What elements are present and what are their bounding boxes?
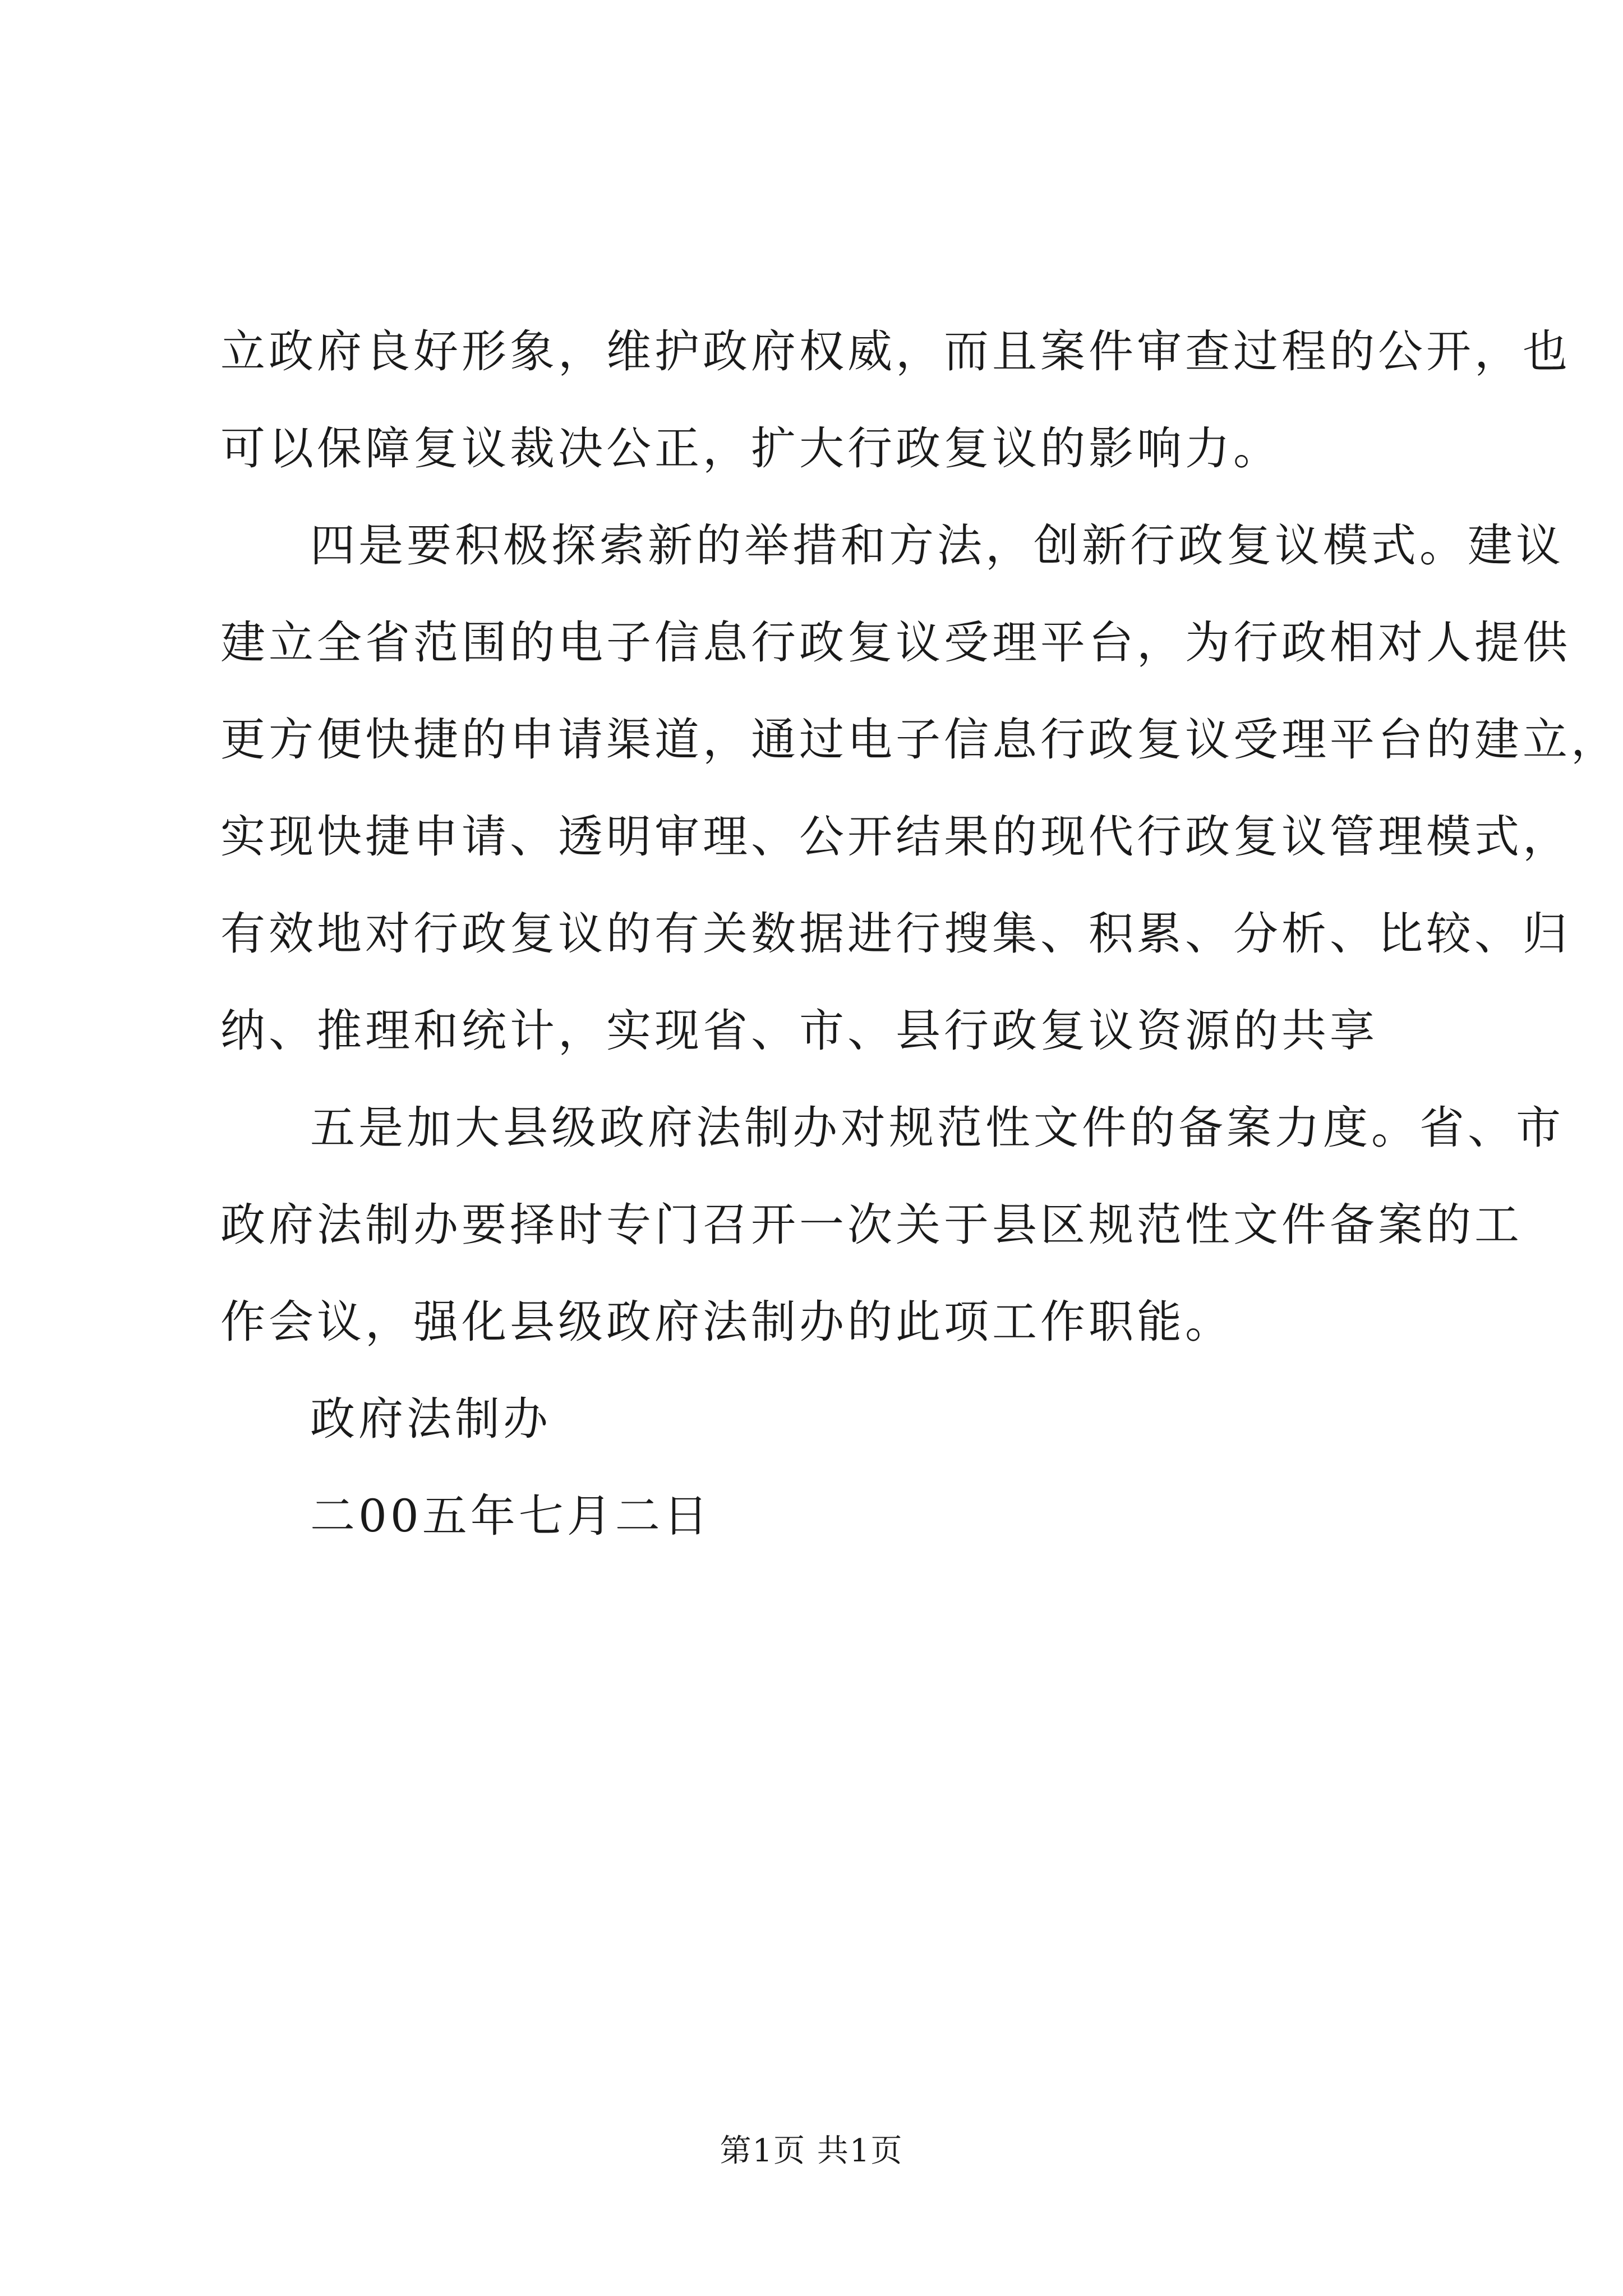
signature-date: 二00五年七月二日: [310, 1490, 712, 1542]
page-number-footer: 第1页 共1页: [720, 2133, 903, 2169]
paragraph-3-line-1: 五是加大县级政府法制办对规范性文件的备案力度。省、市: [310, 1102, 1564, 1154]
signature-organization: 政府法制办: [310, 1393, 551, 1445]
document-body: [220, 303, 1619, 1565]
paragraph-2-line-5: 有效地对行政复议的有关数据进行搜集、积累、分析、比较、归: [220, 908, 1571, 960]
paragraph-3-line-3: 作会议，强化县级政府法制办的此项工作职能。: [220, 1296, 1233, 1348]
paragraph-2-line-2: 建立全省范围的电子信息行政复议受理平台，为行政相对人提供: [220, 616, 1571, 669]
paragraph-2-line-4: 实现快捷申请、透明审理、公开结果的现代行政复议管理模式，: [220, 811, 1571, 863]
paragraph-2-line-6: 纳、推理和统计，实现省、市、县行政复议资源的共享: [220, 1005, 1378, 1057]
paragraph-1-line-2: 可以保障复议裁决公正，扩大行政复议的影响力。: [220, 422, 1281, 475]
paragraph-2-line-3: 更方便快捷的申请渠道，通过电子信息行政复议受理平台的建立，: [220, 714, 1619, 766]
paragraph-2-line-1: 四是要积极探索新的举措和方法，创新行政复议模式。建议: [310, 519, 1564, 572]
paragraph-3-line-2: 政府法制办要择时专门召开一次关于县区规范性文件备案的工: [220, 1199, 1523, 1251]
paragraph-1-line-1: 立政府良好形象，维护政府权威，而且案件审查过程的公开，也: [220, 325, 1571, 378]
